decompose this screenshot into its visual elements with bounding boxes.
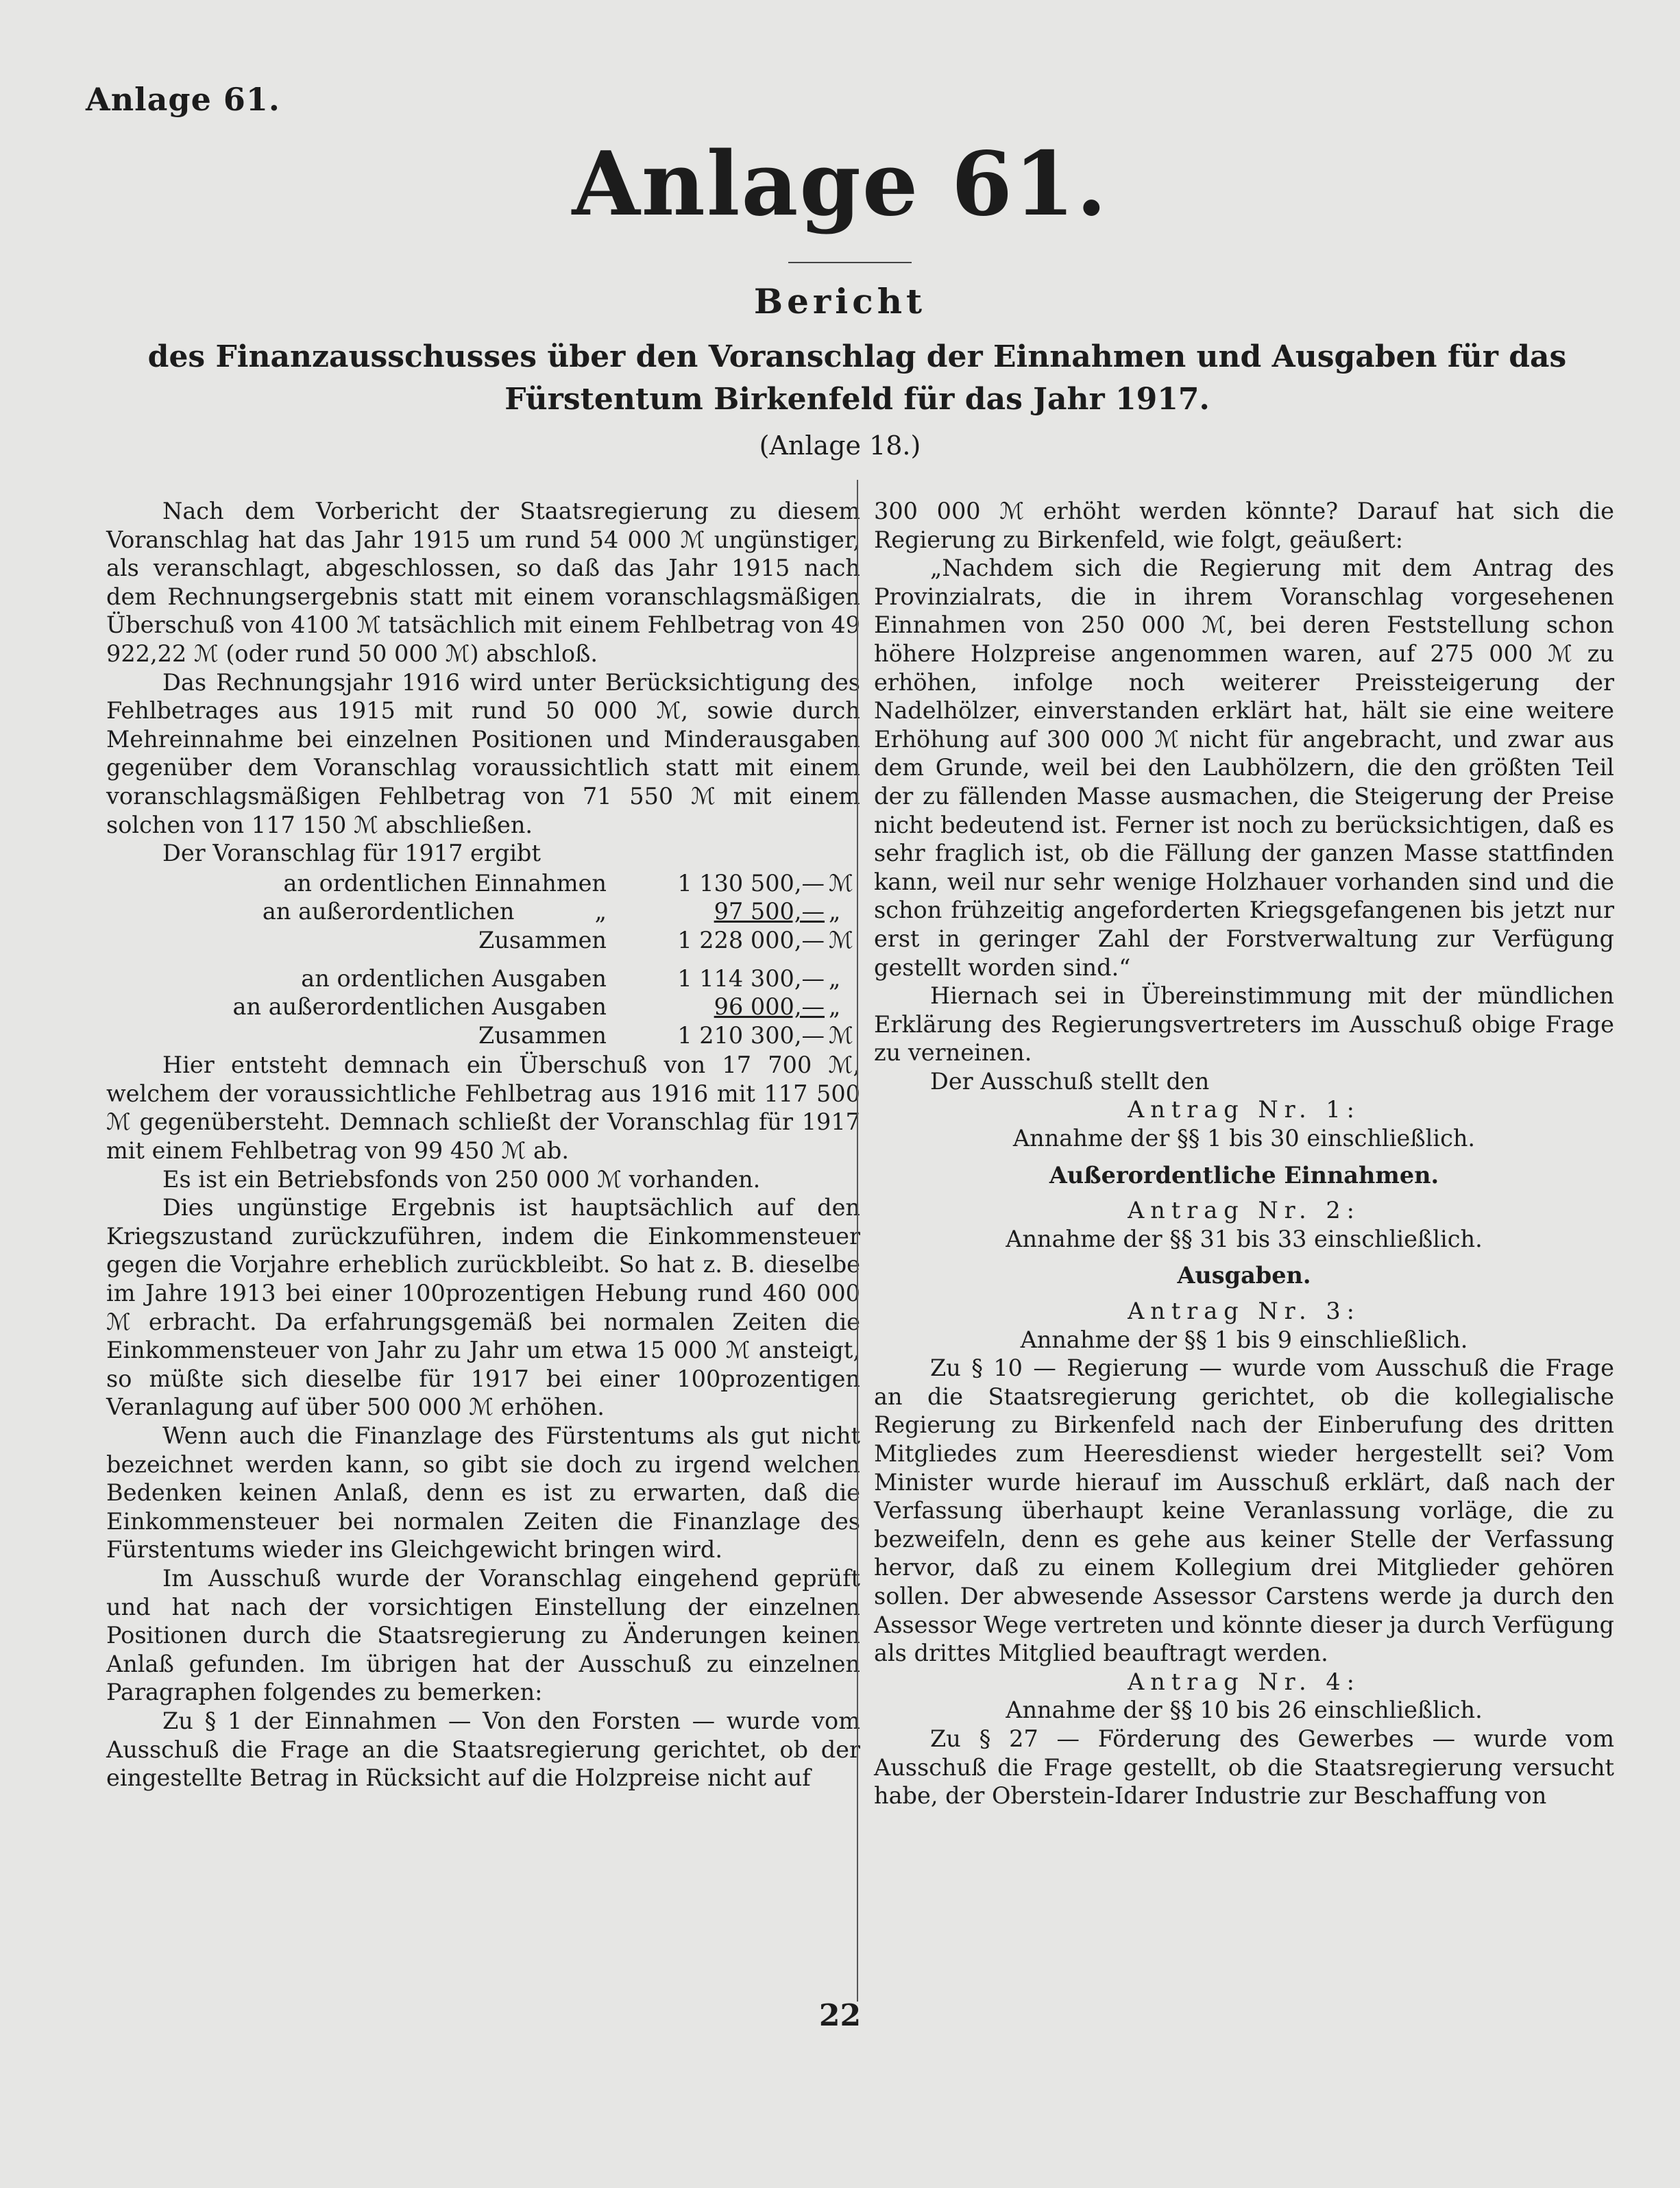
row-value: 96 000,— xyxy=(714,993,825,1021)
motion-title: Antrag Nr. 1: xyxy=(1128,1096,1361,1123)
paragraph: Wenn auch die Finanzlage des Fürstentums als gut nicht bezeichnet werden kann, so gibt sie doch zu irgend welchen Bedenken keinen Anlaß, denn es ist zu erwarten, daß die Einkommensteuer bei normalen Zeiten die Finanzlage des Fürstentums wieder ins Gleichgewicht bringen wird. xyxy=(106,1422,860,1564)
row-unit: „ xyxy=(829,964,841,992)
row-value: 1 210 300,— xyxy=(677,1021,825,1049)
row-label-text: an außerordentlichen xyxy=(262,898,515,925)
row-value: 1 228 000,— xyxy=(677,926,825,953)
table-row xyxy=(106,964,860,993)
page-title: Anlage 61. xyxy=(572,133,1108,236)
motion-text: Annahme der §§ 10 bis 26 einschließlich. xyxy=(1006,1697,1483,1724)
motion-text: Annahme der §§ 1 bis 30 einschließlich. xyxy=(1012,1125,1476,1152)
paragraph: Zu § 1 der Einnahmen — Von den Forsten — wurde vom Ausschuß die Frage an die Staatsregierung gerichtet, ob der eingestellte Betrag in Rücksicht auf die Holzpreise nicht auf xyxy=(106,1707,860,1792)
paragraph: Das Rechnungsjahr 1916 wird unter Berücksichtigung des Fehlbetrages aus 1915 mit rund 50 000 ℳ, sowie durch Mehreinnahme bei einzelnen Positionen und Minderausgaben gegenüber dem Voranschlag voraussichtlich statt mit einem voranschlagsmäßigen Fehlbetrag von 71 550 ℳ mit einem solchen von 117 150 ℳ abschließen. xyxy=(106,668,860,838)
row-label: Zusammen xyxy=(478,926,607,953)
paragraph: Es ist ein Betriebsfonds von 250 000 ℳ vorhanden. xyxy=(162,1165,761,1193)
paragraph: Der Ausschuß stellt den xyxy=(930,1067,1210,1095)
row-unit: ℳ xyxy=(829,869,853,897)
table-row xyxy=(106,897,860,926)
right-column xyxy=(874,497,1614,1810)
row-label: an ordentlichen Einnahmen xyxy=(283,869,607,897)
table-row xyxy=(106,1021,860,1050)
paragraph: Nach dem Vorbericht der Staatsregierung zu diesem Voranschlag hat das Jahr 1915 um rund 54 000 ℳ ungünstiger, als veranschlagt, abgeschlossen, so daß das Jahr 1915 nach dem Rechnungsergebnis statt mit einem voranschlagsmäßigen Überschuß von 4100 ℳ tatsächlich mit einem Fehlbetrag von 49 922,22 ℳ (oder rund 50 000 ℳ) abschloß. xyxy=(106,498,860,667)
title-divider xyxy=(788,262,912,263)
row-label: an ordentlichen Ausgaben xyxy=(301,964,607,992)
row-label xyxy=(106,897,619,926)
paragraph: Dies ungünstige Ergebnis ist hauptsächlich auf den Kriegszustand zurückzuführen, indem die Einkommensteuer gegen die Vorjahre erheblich zurückbleibt. So hat z. B. dieselbe im Jahre 1913 bei einer 100prozentigen Hebung rund 460 000 ℳ erbracht. Da erfahrungsgemäß bei normalen Zeiten die Einkommensteuer von Jahr zu Jahr um etwa 15 000 ℳ ansteigt, so müßte sich dieselbe für 1917 bei einer 100prozentigen Veranlagung auf über 500 000 ℳ erhöhen. xyxy=(106,1194,860,1421)
budget-table xyxy=(106,869,860,1050)
motion-title: Antrag Nr. 3: xyxy=(1128,1298,1361,1325)
row-unit: „ xyxy=(829,898,841,925)
motion-title: Antrag Nr. 4: xyxy=(1128,1668,1361,1695)
paragraph: Hiernach sei in Übereinstimmung mit der mündlichen Erklärung des Regierungsvertreters im Ausschuß obige Frage zu verneinen. xyxy=(874,982,1614,1067)
row-unit: ℳ xyxy=(829,1021,853,1049)
left-column xyxy=(106,497,860,1792)
reference-note: (Anlage 18.) xyxy=(759,430,921,461)
row-value: 1 130 500,— xyxy=(677,869,825,897)
motion-text: Annahme der §§ 1 bis 9 einschließlich. xyxy=(1020,1326,1468,1353)
paragraph: Zu § 27 — Förderung des Gewerbes — wurde vom Ausschuß die Frage gestellt, ob die Staatsregierung versucht habe, der Oberstein-Idarer Industrie zur Beschaffung von xyxy=(874,1725,1614,1810)
motion-text: Annahme der §§ 31 bis 33 einschließlich. xyxy=(1006,1225,1483,1252)
row-label: Zusammen xyxy=(478,1021,607,1049)
row-unit: „ xyxy=(829,993,841,1021)
ditto-mark: „ xyxy=(594,898,607,925)
report-subtitle: des Finanzausschusses über den Voranschlag der Einnahmen und Ausgaben für das Fürstentum Birkenfeld für das Jahr 1917. xyxy=(147,339,1567,417)
paragraph: Im Ausschuß wurde der Voranschlag eingehend geprüft und hat nach der vorsichtigen Einstellung der einzelnen Positionen durch die Staatsregierung zu Änderungen keinen Anlaß gefunden. Im übrigen hat der Ausschuß zu einzelnen Paragraphen folgendes zu bemerken: xyxy=(106,1564,860,1706)
paragraph: Der Voranschlag für 1917 ergibt xyxy=(162,840,541,867)
report-label: Bericht xyxy=(753,281,927,321)
section-heading: Außerordentliche Einnahmen. xyxy=(1049,1161,1439,1189)
row-value: 97 500,— xyxy=(714,898,825,925)
row-label: an außerordentlichen Ausgaben xyxy=(232,993,607,1021)
paragraph: Zu § 10 — Regierung — wurde vom Ausschuß die Frage an die Staatsregierung gerichtet, ob die kollegialische Regierung zu Birkenfeld nach der Einberufung des dritten Mitgliedes zum Heeresdienst wieder hergestellt sei? Vom Minister wurde hierauf im Ausschuß erklärt, daß nach der Verfassung überhaupt keine Veranlassung vorläge, die zu bezweifeln, denn es gehe aus keiner Stelle der Verfassung hervor, daß zu einem Kollegium drei Mitglieder gehören sollen. Der abwesende Assessor Carstens werde ja durch den Assessor Wege vertreten und könnte dieser ja durch Verfügung als drittes Mitglied beauftragt werden. xyxy=(874,1354,1614,1667)
page-number: 22 xyxy=(818,1998,862,2033)
table-row xyxy=(106,926,860,955)
row-value: 1 114 300,— xyxy=(677,964,825,992)
paragraph: Hier entsteht demnach ein Überschuß von 17 700 ℳ, welchem der voraussichtliche Fehlbetrag aus 1916 mit 117 500 ℳ gegenübersteht. Demnach schließt der Voranschlag für 1917 mit einem Fehlbetrag von 99 450 ℳ ab. xyxy=(106,1052,860,1165)
column-divider xyxy=(857,480,858,2002)
section-heading: Ausgaben. xyxy=(1177,1262,1311,1289)
running-head: Anlage 61. xyxy=(86,81,280,118)
paragraph: „Nachdem sich die Regierung mit dem Antrag des Provinzialrats, die in ihrem Voranschlag vorgesehenen Einnahmen von 250 000 ℳ, bei deren Feststellung schon höhere Holzpreise angenommen waren, auf 275 000 ℳ zu erhöhen, infolge noch weiterer Preissteigerung der Nadelhölzer, einverstanden erklärt hat, hält sie eine weitere Erhöhung auf 300 000 ℳ nicht für angebracht, und zwar aus dem Grunde, weil bei den Laubhölzern, die den größten Teil der zu fällenden Masse ausmachen, die Steigerung der Preise nicht bedeutend ist. Ferner ist noch zu berücksichtigen, daß es sehr fraglich ist, ob die Fällung der ganzen Masse stattfinden kann, weil nur sehr wenige Holzhauer vorhanden sind und die schon frühzeitig angeforderten Kriegsgefangenen bis jetzt nur erst in geringer Zahl der Forstverwaltung zur Verfügung gestellt worden sind.“ xyxy=(874,555,1614,981)
motion-title: Antrag Nr. 2: xyxy=(1128,1197,1361,1224)
row-unit: ℳ xyxy=(829,926,853,953)
table-row xyxy=(106,993,860,1021)
table-row xyxy=(106,869,860,898)
paragraph: 300 000 ℳ erhöht werden könnte? Darauf hat sich die Regierung zu Birkenfeld, wie folgt, geäußert: xyxy=(874,498,1614,553)
